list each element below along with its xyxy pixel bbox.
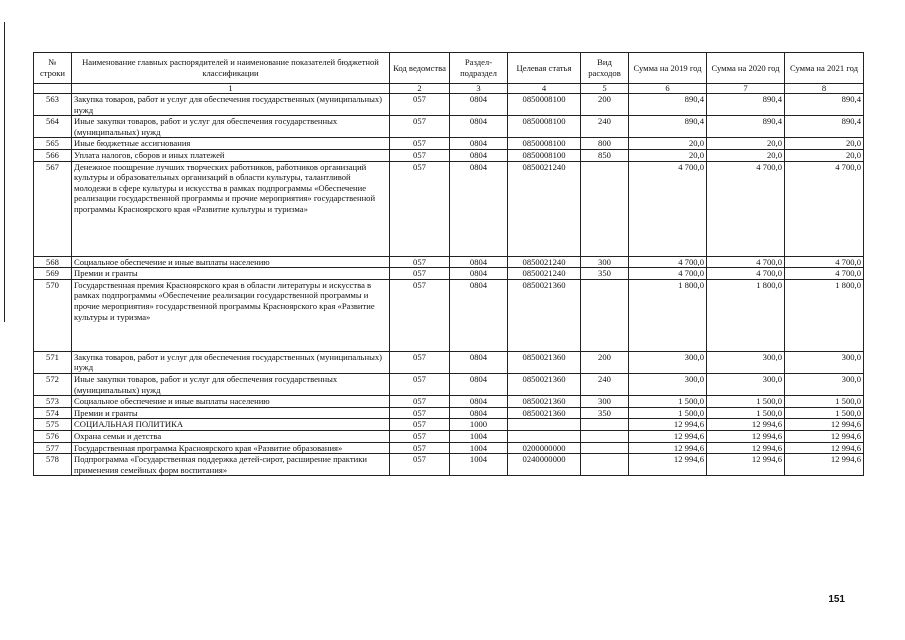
sum-2020-cell: 20,0 bbox=[707, 149, 785, 161]
code-cell: 057 bbox=[390, 442, 450, 454]
target-cell: 0850021360 bbox=[508, 396, 581, 408]
code-cell: 057 bbox=[390, 94, 450, 116]
col-number-cell: 7 bbox=[707, 84, 785, 94]
name-cell: Подпрограмма «Государственная поддержка детей-сирот, расширение практики применения семейных форм воспитания» bbox=[72, 454, 390, 476]
sum-2021-cell: 12 994,6 bbox=[785, 442, 864, 454]
table-row bbox=[34, 94, 864, 116]
col-number-cell: 5 bbox=[581, 84, 629, 94]
exp-type-cell bbox=[581, 419, 629, 431]
name-cell: Иные закупки товаров, работ и услуг для обеспечения государственных (муниципальных) нужд bbox=[72, 373, 390, 395]
row-number-cell: 564 bbox=[34, 116, 72, 138]
code-cell: 057 bbox=[390, 256, 450, 268]
name-cell: Охрана семьи и детства bbox=[72, 430, 390, 442]
header-sum-2019: Сумма на 2019 год bbox=[629, 53, 707, 84]
sum-2021-cell: 890,4 bbox=[785, 94, 864, 116]
section-cell: 0804 bbox=[450, 161, 508, 256]
table-row bbox=[34, 373, 864, 395]
sum-2019-cell: 890,4 bbox=[629, 94, 707, 116]
target-cell: 0850021240 bbox=[508, 161, 581, 256]
sum-2021-cell: 1 500,0 bbox=[785, 396, 864, 408]
table-row bbox=[34, 161, 864, 256]
exp-type-cell bbox=[581, 442, 629, 454]
exp-type-cell bbox=[581, 161, 629, 256]
row-number-cell: 567 bbox=[34, 161, 72, 256]
sum-2020-cell: 300,0 bbox=[707, 373, 785, 395]
header-exp-type: Вид расходов bbox=[581, 53, 629, 84]
exp-type-cell: 200 bbox=[581, 94, 629, 116]
col-number-cell: 2 bbox=[390, 84, 450, 94]
header-section: Раздел-подраздел bbox=[450, 53, 508, 84]
row-number-cell: 571 bbox=[34, 351, 72, 373]
sum-2020-cell: 1 800,0 bbox=[707, 279, 785, 351]
sum-2019-cell: 20,0 bbox=[629, 149, 707, 161]
col-number-cell: 3 bbox=[450, 84, 508, 94]
col-number-cell: 4 bbox=[508, 84, 581, 94]
code-cell: 057 bbox=[390, 138, 450, 150]
row-number-cell: 576 bbox=[34, 430, 72, 442]
sum-2019-cell: 12 994,6 bbox=[629, 419, 707, 431]
exp-type-cell bbox=[581, 454, 629, 476]
code-cell: 057 bbox=[390, 430, 450, 442]
row-number-cell: 569 bbox=[34, 268, 72, 280]
sum-2020-cell: 20,0 bbox=[707, 138, 785, 150]
sum-2021-cell: 12 994,6 bbox=[785, 454, 864, 476]
row-number-cell: 568 bbox=[34, 256, 72, 268]
sum-2019-cell: 12 994,6 bbox=[629, 454, 707, 476]
code-cell: 057 bbox=[390, 351, 450, 373]
sum-2021-cell: 20,0 bbox=[785, 138, 864, 150]
sum-2019-cell: 12 994,6 bbox=[629, 430, 707, 442]
table-row bbox=[34, 351, 864, 373]
header-sum-2020: Сумма на 2020 год bbox=[707, 53, 785, 84]
section-cell: 0804 bbox=[450, 279, 508, 351]
row-number-cell: 570 bbox=[34, 279, 72, 351]
section-cell: 0804 bbox=[450, 94, 508, 116]
code-cell: 057 bbox=[390, 116, 450, 138]
target-cell bbox=[508, 430, 581, 442]
section-cell: 0804 bbox=[450, 149, 508, 161]
code-cell: 057 bbox=[390, 407, 450, 419]
exp-type-cell: 850 bbox=[581, 149, 629, 161]
row-number-cell: 565 bbox=[34, 138, 72, 150]
header-code: Код ведомства bbox=[390, 53, 450, 84]
sum-2020-cell: 4 700,0 bbox=[707, 161, 785, 256]
sum-2020-cell: 12 994,6 bbox=[707, 442, 785, 454]
table-row bbox=[34, 116, 864, 138]
sum-2021-cell: 4 700,0 bbox=[785, 256, 864, 268]
sum-2021-cell: 12 994,6 bbox=[785, 430, 864, 442]
sum-2021-cell: 4 700,0 bbox=[785, 268, 864, 280]
sum-2021-cell: 1 800,0 bbox=[785, 279, 864, 351]
sum-2019-cell: 300,0 bbox=[629, 373, 707, 395]
sum-2019-cell: 1 800,0 bbox=[629, 279, 707, 351]
code-cell: 057 bbox=[390, 373, 450, 395]
target-cell: 0850008100 bbox=[508, 149, 581, 161]
sum-2019-cell: 1 500,0 bbox=[629, 396, 707, 408]
name-cell: Государственная премия Красноярского края в области литературы и искусства в рамках подпрограммы «Обеспечение реализации государственной программы и прочие мероприятия» государственной программы Красноярского края «Развитие культуры и туризма» bbox=[72, 279, 390, 351]
code-cell: 057 bbox=[390, 419, 450, 431]
section-cell: 0804 bbox=[450, 268, 508, 280]
section-cell: 0804 bbox=[450, 116, 508, 138]
col-number-cell: 8 bbox=[785, 84, 864, 94]
col-number-cell: 1 bbox=[72, 84, 390, 94]
table-row bbox=[34, 279, 864, 351]
header-sum-2021: Сумма на 2021 год bbox=[785, 53, 864, 84]
code-cell: 057 bbox=[390, 279, 450, 351]
section-cell: 0804 bbox=[450, 373, 508, 395]
section-cell: 0804 bbox=[450, 351, 508, 373]
row-number-cell: 573 bbox=[34, 396, 72, 408]
target-cell: 0850021240 bbox=[508, 256, 581, 268]
target-cell: 0850021240 bbox=[508, 268, 581, 280]
name-cell: Закупка товаров, работ и услуг для обеспечения государственных (муниципальных) нужд bbox=[72, 351, 390, 373]
sum-2021-cell: 4 700,0 bbox=[785, 161, 864, 256]
table-row bbox=[34, 396, 864, 408]
code-cell: 057 bbox=[390, 396, 450, 408]
sum-2020-cell: 12 994,6 bbox=[707, 419, 785, 431]
sum-2021-cell: 12 994,6 bbox=[785, 419, 864, 431]
code-cell: 057 bbox=[390, 149, 450, 161]
section-cell: 0804 bbox=[450, 138, 508, 150]
name-cell: Иные закупки товаров, работ и услуг для обеспечения государственных (муниципальных) нужд bbox=[72, 116, 390, 138]
sum-2020-cell: 300,0 bbox=[707, 351, 785, 373]
section-cell: 1000 bbox=[450, 419, 508, 431]
section-cell: 0804 bbox=[450, 407, 508, 419]
section-cell: 1004 bbox=[450, 442, 508, 454]
sum-2019-cell: 1 500,0 bbox=[629, 407, 707, 419]
name-cell: Закупка товаров, работ и услуг для обеспечения государственных (муниципальных) нужд bbox=[72, 94, 390, 116]
exp-type-cell bbox=[581, 279, 629, 351]
sum-2020-cell: 1 500,0 bbox=[707, 396, 785, 408]
target-cell bbox=[508, 419, 581, 431]
sum-2019-cell: 300,0 bbox=[629, 351, 707, 373]
table-row bbox=[34, 419, 864, 431]
exp-type-cell: 350 bbox=[581, 407, 629, 419]
col-number-cell: 6 bbox=[629, 84, 707, 94]
sum-2020-cell: 12 994,6 bbox=[707, 430, 785, 442]
target-cell: 0240000000 bbox=[508, 454, 581, 476]
code-cell: 057 bbox=[390, 161, 450, 256]
exp-type-cell bbox=[581, 430, 629, 442]
row-number-cell: 574 bbox=[34, 407, 72, 419]
name-cell: СОЦИАЛЬНАЯ ПОЛИТИКА bbox=[72, 419, 390, 431]
section-cell: 0804 bbox=[450, 396, 508, 408]
row-number-cell: 578 bbox=[34, 454, 72, 476]
sum-2021-cell: 20,0 bbox=[785, 149, 864, 161]
row-number-cell: 566 bbox=[34, 149, 72, 161]
row-number-cell: 577 bbox=[34, 442, 72, 454]
sum-2019-cell: 4 700,0 bbox=[629, 161, 707, 256]
code-cell: 057 bbox=[390, 454, 450, 476]
target-cell: 0850008100 bbox=[508, 116, 581, 138]
sum-2021-cell: 890,4 bbox=[785, 116, 864, 138]
name-cell: Денежное поощрение лучших творческих работников, работников организаций культуры и образовательных организаций в области культуры, талантливой молодежи в сфере культуры и искусства в рамках подпрограммы «Обеспечение реализации государственной программы и прочие мероприятия» государственной программы Красноярского края «Развитие культуры и туризма» bbox=[72, 161, 390, 256]
table-row bbox=[34, 407, 864, 419]
target-cell: 0850008100 bbox=[508, 94, 581, 116]
sum-2019-cell: 4 700,0 bbox=[629, 268, 707, 280]
sum-2021-cell: 1 500,0 bbox=[785, 407, 864, 419]
name-cell: Государственная программа Красноярского края «Развитие образования» bbox=[72, 442, 390, 454]
sum-2021-cell: 300,0 bbox=[785, 373, 864, 395]
left-margin-line bbox=[4, 22, 5, 322]
col-number-cell bbox=[34, 84, 72, 94]
exp-type-cell: 350 bbox=[581, 268, 629, 280]
name-cell: Социальное обеспечение и иные выплаты населению bbox=[72, 396, 390, 408]
sum-2020-cell: 890,4 bbox=[707, 116, 785, 138]
row-number-cell: 563 bbox=[34, 94, 72, 116]
table-row bbox=[34, 138, 864, 150]
sum-2020-cell: 4 700,0 bbox=[707, 268, 785, 280]
row-number-cell: 572 bbox=[34, 373, 72, 395]
name-cell: Иные бюджетные ассигнования bbox=[72, 138, 390, 150]
sum-2020-cell: 1 500,0 bbox=[707, 407, 785, 419]
header-target: Целевая статья bbox=[508, 53, 581, 84]
sum-2019-cell: 890,4 bbox=[629, 116, 707, 138]
exp-type-cell: 300 bbox=[581, 256, 629, 268]
sum-2021-cell: 300,0 bbox=[785, 351, 864, 373]
sum-2019-cell: 4 700,0 bbox=[629, 256, 707, 268]
target-cell: 0850021360 bbox=[508, 373, 581, 395]
target-cell: 0850021360 bbox=[508, 351, 581, 373]
row-number-cell: 575 bbox=[34, 419, 72, 431]
target-cell: 0850008100 bbox=[508, 138, 581, 150]
target-cell: 0850021360 bbox=[508, 407, 581, 419]
page-number: 151 bbox=[828, 594, 845, 605]
header-row bbox=[34, 53, 864, 84]
name-cell: Премии и гранты bbox=[72, 268, 390, 280]
exp-type-cell: 800 bbox=[581, 138, 629, 150]
exp-type-cell: 200 bbox=[581, 351, 629, 373]
table-row bbox=[34, 442, 864, 454]
name-cell: Социальное обеспечение и иные выплаты населению bbox=[72, 256, 390, 268]
budget-table bbox=[33, 52, 864, 476]
sum-2020-cell: 12 994,6 bbox=[707, 454, 785, 476]
column-number-row bbox=[34, 84, 864, 94]
section-cell: 1004 bbox=[450, 430, 508, 442]
exp-type-cell: 240 bbox=[581, 373, 629, 395]
exp-type-cell: 300 bbox=[581, 396, 629, 408]
section-cell: 1004 bbox=[450, 454, 508, 476]
table-row bbox=[34, 268, 864, 280]
target-cell: 0850021360 bbox=[508, 279, 581, 351]
name-cell: Уплата налогов, сборов и иных платежей bbox=[72, 149, 390, 161]
sum-2020-cell: 890,4 bbox=[707, 94, 785, 116]
header-row-no: № строки bbox=[34, 53, 72, 84]
sum-2019-cell: 20,0 bbox=[629, 138, 707, 150]
table-row bbox=[34, 430, 864, 442]
table-row bbox=[34, 149, 864, 161]
target-cell: 0200000000 bbox=[508, 442, 581, 454]
sum-2020-cell: 4 700,0 bbox=[707, 256, 785, 268]
name-cell: Премии и гранты bbox=[72, 407, 390, 419]
table-row bbox=[34, 256, 864, 268]
table-row bbox=[34, 454, 864, 476]
sum-2019-cell: 12 994,6 bbox=[629, 442, 707, 454]
exp-type-cell: 240 bbox=[581, 116, 629, 138]
header-name: Наименование главных распорядителей и наименование показателей бюджетной классификации bbox=[72, 53, 390, 84]
code-cell: 057 bbox=[390, 268, 450, 280]
section-cell: 0804 bbox=[450, 256, 508, 268]
